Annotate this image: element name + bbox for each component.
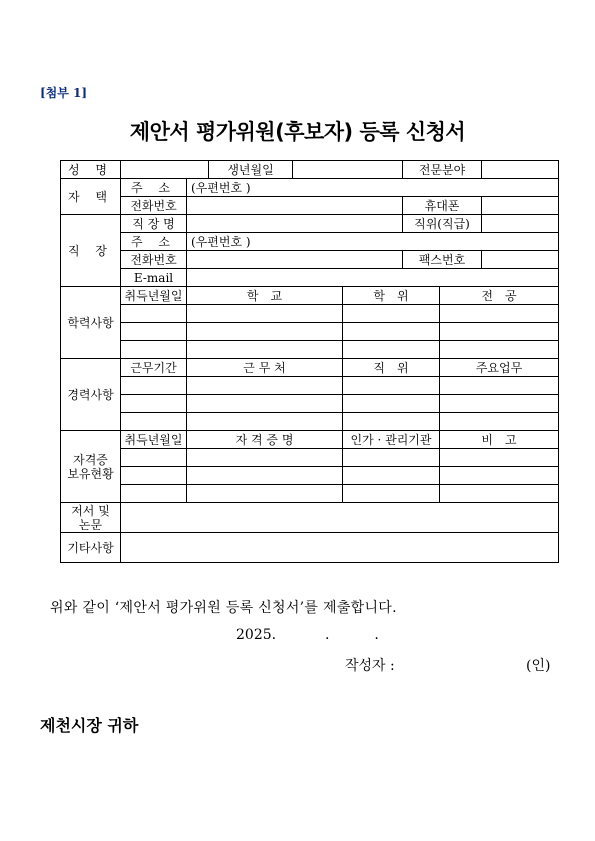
attachment-label: [첨부 1] xyxy=(40,86,88,100)
license-header-issuer: 인가 · 관리기관 xyxy=(343,431,440,449)
seal-label: (인) xyxy=(526,658,551,674)
license-header-remarks: 비 고 xyxy=(440,431,559,449)
work-phone-label: 전화번호 xyxy=(121,251,187,269)
license-cell[interactable] xyxy=(187,485,343,503)
work-address-label: 주 소 xyxy=(121,233,187,251)
home-address-field[interactable]: (우편번호 ) xyxy=(187,179,559,197)
papers-label xyxy=(61,503,121,533)
license-cell[interactable] xyxy=(187,467,343,485)
education-header-school: 학 교 xyxy=(187,287,343,305)
education-cell[interactable] xyxy=(343,341,440,359)
registration-form xyxy=(60,160,559,563)
workplace-field[interactable] xyxy=(187,215,403,233)
workplace-label: 직 장 명 xyxy=(121,215,187,233)
license-cell[interactable] xyxy=(343,449,440,467)
license-cell[interactable] xyxy=(187,449,343,467)
license-label xyxy=(61,431,121,503)
papers-field[interactable] xyxy=(121,503,559,533)
career-label: 경력사항 xyxy=(61,359,121,431)
fax-field[interactable] xyxy=(482,251,559,269)
work-label: 직 장 xyxy=(61,215,121,287)
date-line xyxy=(236,627,379,643)
work-address-field[interactable]: (우편번호 ) xyxy=(187,233,559,251)
education-cell[interactable] xyxy=(121,323,187,341)
career-header-position: 직 위 xyxy=(343,359,440,377)
education-cell[interactable] xyxy=(440,323,559,341)
statement-text: 위와 같이 ‘제안서 평가위원 등록 신청서’를 제출합니다. xyxy=(50,600,397,616)
home-phone-field[interactable] xyxy=(187,197,403,215)
mobile-field[interactable] xyxy=(482,197,559,215)
work-phone-field[interactable] xyxy=(187,251,403,269)
name-field[interactable] xyxy=(121,161,209,179)
other-field[interactable] xyxy=(121,533,559,563)
field-label: 전문분야 xyxy=(403,161,482,179)
education-cell[interactable] xyxy=(121,305,187,323)
education-header-date: 취득년월일 xyxy=(121,287,187,305)
position-label: 직위(직급) xyxy=(403,215,482,233)
career-header-workplace: 근 무 처 xyxy=(187,359,343,377)
career-cell[interactable] xyxy=(187,377,343,395)
education-cell[interactable] xyxy=(187,341,343,359)
position-field[interactable] xyxy=(482,215,559,233)
papers-label-line2: 논문 xyxy=(78,517,103,532)
home-address-label: 주 소 xyxy=(121,179,187,197)
education-cell[interactable] xyxy=(440,341,559,359)
recipient: 제천시장 귀하 xyxy=(40,716,139,735)
education-label: 학력사항 xyxy=(61,287,121,359)
name-label: 성 명 xyxy=(61,161,121,179)
home-label: 자 택 xyxy=(61,179,121,215)
career-cell[interactable] xyxy=(343,395,440,413)
license-cell[interactable] xyxy=(121,485,187,503)
page-title: 제안서 평가위원(후보자) 등록 신청서 xyxy=(129,120,466,144)
career-cell[interactable] xyxy=(187,395,343,413)
career-cell[interactable] xyxy=(121,395,187,413)
license-cell[interactable] xyxy=(440,485,559,503)
education-cell[interactable] xyxy=(440,305,559,323)
education-cell[interactable] xyxy=(343,323,440,341)
birth-label: 생년월일 xyxy=(209,161,293,179)
mobile-label: 휴대폰 xyxy=(403,197,482,215)
date-day-dot: . xyxy=(374,627,379,643)
education-cell[interactable] xyxy=(187,323,343,341)
field-field[interactable] xyxy=(482,161,559,179)
email-field[interactable] xyxy=(187,269,559,287)
career-header-duties: 주요업무 xyxy=(440,359,559,377)
career-cell[interactable] xyxy=(440,413,559,431)
license-header-name: 자 격 증 명 xyxy=(187,431,343,449)
birth-field[interactable] xyxy=(293,161,403,179)
author-label: 작성자 : xyxy=(345,658,395,674)
license-label-line2: 보유현황 xyxy=(67,466,114,481)
other-label: 기타사항 xyxy=(61,533,121,563)
education-cell[interactable] xyxy=(121,341,187,359)
home-phone-label: 전화번호 xyxy=(121,197,187,215)
career-cell[interactable] xyxy=(440,395,559,413)
career-cell[interactable] xyxy=(440,377,559,395)
career-cell[interactable] xyxy=(121,413,187,431)
license-cell[interactable] xyxy=(343,485,440,503)
education-cell[interactable] xyxy=(343,305,440,323)
license-cell[interactable] xyxy=(440,449,559,467)
date-year: 2025. xyxy=(236,627,277,643)
education-cell[interactable] xyxy=(187,305,343,323)
license-cell[interactable] xyxy=(440,467,559,485)
fax-label: 팩스번호 xyxy=(403,251,482,269)
career-cell[interactable] xyxy=(121,377,187,395)
career-header-period: 근무기간 xyxy=(121,359,187,377)
license-header-date: 취득년월일 xyxy=(121,431,187,449)
license-cell[interactable] xyxy=(121,467,187,485)
license-cell[interactable] xyxy=(121,449,187,467)
career-cell[interactable] xyxy=(187,413,343,431)
career-cell[interactable] xyxy=(343,377,440,395)
license-cell[interactable] xyxy=(343,467,440,485)
date-month-dot: . xyxy=(325,627,330,643)
license-label-line1: 자격증 xyxy=(73,452,108,467)
papers-label-line1: 저서 및 xyxy=(71,503,110,518)
education-header-major: 전 공 xyxy=(440,287,559,305)
education-header-degree: 학 위 xyxy=(343,287,440,305)
email-label: E-mail xyxy=(121,269,187,287)
career-cell[interactable] xyxy=(343,413,440,431)
